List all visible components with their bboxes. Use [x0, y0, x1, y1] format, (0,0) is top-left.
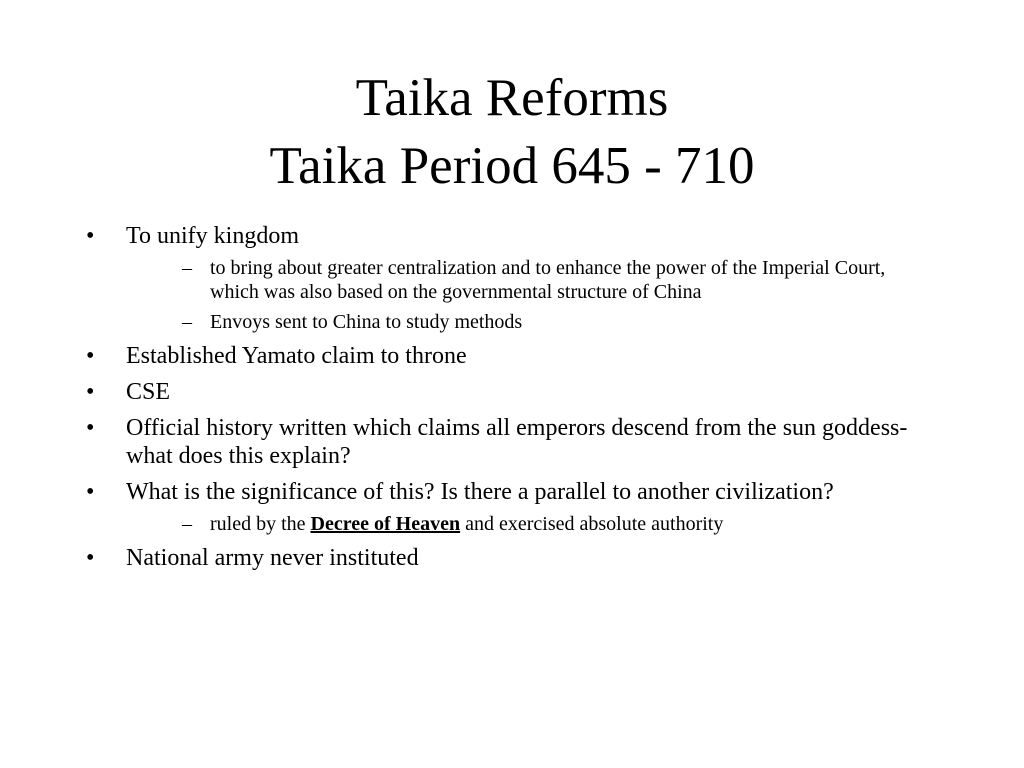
bullet-text: National army never instituted: [126, 545, 419, 571]
bullet-item: [86, 342, 926, 370]
sub-text-before: ruled by the: [210, 513, 311, 535]
bullet-text: Established Yamato claim to throne: [126, 343, 467, 369]
sub-item: [126, 512, 926, 536]
bullet-text: Official history written which claims all emperors descend from the sun goddess- what does this explain?: [126, 415, 908, 469]
decree-of-heaven-link[interactable]: Decree of Heaven: [310, 513, 461, 535]
bullet-item: [86, 544, 926, 572]
bullet-mark: •: [86, 415, 95, 441]
sub-text-after: and exercised absolute authority: [460, 513, 724, 535]
dash-mark: –: [182, 257, 192, 279]
bullet-item: [86, 222, 926, 334]
sub-item: [126, 256, 926, 304]
bullet-text: What is the significance of this? Is there a parallel to another civilization?: [126, 479, 834, 505]
bullet-mark: •: [86, 223, 95, 249]
bullet-item: [86, 378, 926, 406]
sub-list: [126, 256, 926, 334]
slide-title: [0, 64, 1024, 200]
bullet-mark: •: [86, 379, 95, 405]
title-line-1: Taika Reforms: [355, 69, 669, 127]
title-line-2: Taika Period 645 - 710: [269, 137, 755, 195]
sub-text: Envoys sent to China to study methods: [210, 311, 523, 333]
sub-list: [126, 512, 926, 536]
bullet-text: To unify kingdom: [126, 223, 299, 249]
bullet-mark: •: [86, 545, 95, 571]
dash-mark: –: [182, 513, 192, 535]
sub-text: to bring about greater centralization and to enhance the power of the Imperial Court, which was also based on the governmental structure of China: [210, 257, 886, 303]
slide-body: [86, 222, 926, 580]
bullet-item: [86, 478, 926, 536]
sub-item: [126, 310, 926, 334]
bullet-mark: •: [86, 343, 95, 369]
dash-mark: –: [182, 311, 192, 333]
bullet-mark: •: [86, 479, 95, 505]
bullet-text: CSE: [126, 379, 171, 405]
bullet-item: [86, 414, 926, 470]
